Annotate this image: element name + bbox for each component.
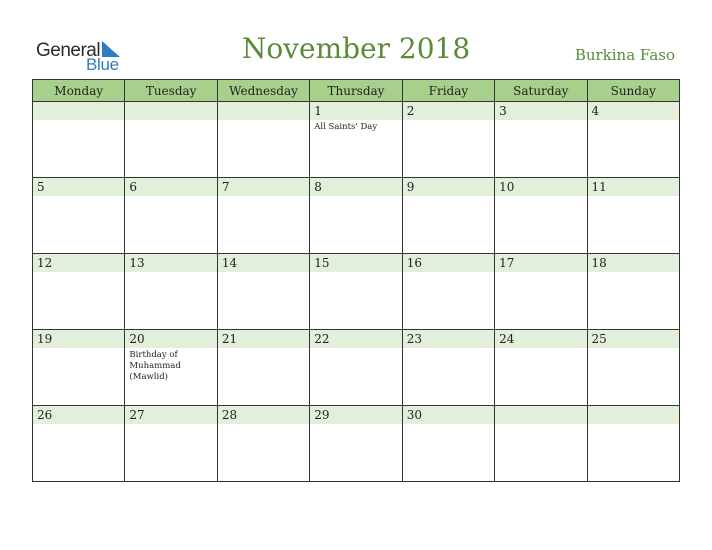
day-number: 22 xyxy=(314,332,330,346)
day-number: 3 xyxy=(499,104,507,118)
page-title: November 2018 xyxy=(241,32,471,65)
weekday-header: Saturday xyxy=(495,80,587,102)
day-cell xyxy=(125,178,217,254)
day-number: 9 xyxy=(406,180,415,194)
day-cell xyxy=(217,178,309,254)
day-cell xyxy=(33,178,125,254)
day-number: 28 xyxy=(221,408,238,422)
day-cell xyxy=(587,254,679,330)
day-number: 19 xyxy=(37,332,53,346)
week-row xyxy=(33,330,680,406)
day-cell xyxy=(310,102,402,178)
day-cell xyxy=(587,406,679,482)
day-cell xyxy=(495,102,587,178)
day-number: 7 xyxy=(221,180,230,194)
day-number-band xyxy=(33,102,124,120)
day-number-band xyxy=(588,102,679,120)
logo-text-general: General xyxy=(36,40,101,61)
day-number: 13 xyxy=(129,256,145,270)
day-number-band xyxy=(495,102,586,120)
day-number-band xyxy=(125,178,216,196)
month-calendar xyxy=(32,79,680,482)
day-number: 26 xyxy=(37,408,53,422)
day-number-band xyxy=(218,102,309,120)
day-number: 29 xyxy=(314,408,330,422)
day-cell xyxy=(33,254,125,330)
day-number: 30 xyxy=(406,408,422,422)
day-number: 17 xyxy=(499,256,515,270)
day-cell xyxy=(310,406,402,482)
day-number-band xyxy=(403,178,494,196)
day-number-band xyxy=(310,102,401,120)
week-row xyxy=(33,406,680,482)
weekday-header: Wednesday xyxy=(217,80,309,102)
holiday-event: All Saints' Day xyxy=(314,122,378,132)
week-row xyxy=(33,102,680,178)
day-number: 10 xyxy=(499,180,515,194)
day-number: 5 xyxy=(37,180,45,194)
day-cell xyxy=(495,406,587,482)
day-cell xyxy=(33,102,125,178)
weekday-header: Thursday xyxy=(310,80,402,102)
day-number: 18 xyxy=(591,256,607,270)
weekday-header: Monday xyxy=(33,80,125,102)
day-number-band xyxy=(33,178,124,196)
day-number: 2 xyxy=(406,104,415,118)
day-number-band xyxy=(310,178,401,196)
weekday-header-row xyxy=(33,80,680,102)
weekday-header: Friday xyxy=(402,80,494,102)
holiday-event: Birthday of Muhammad (Mawlid) xyxy=(129,350,181,382)
day-number: 12 xyxy=(37,256,53,270)
day-cell xyxy=(587,102,679,178)
day-cell xyxy=(33,406,125,482)
day-number-band xyxy=(588,406,679,424)
day-number: 23 xyxy=(406,332,422,346)
day-cell xyxy=(402,406,494,482)
day-number: 15 xyxy=(314,256,330,270)
day-cell xyxy=(217,254,309,330)
day-cell xyxy=(125,102,217,178)
day-cell xyxy=(495,178,587,254)
day-cell xyxy=(217,330,309,406)
day-number: 27 xyxy=(129,408,145,422)
week-row xyxy=(33,254,680,330)
day-cell xyxy=(587,178,679,254)
day-number-band xyxy=(403,102,494,120)
day-cell xyxy=(125,406,217,482)
weekday-header: Tuesday xyxy=(125,80,217,102)
day-cell xyxy=(125,254,217,330)
day-number: 11 xyxy=(591,180,607,194)
day-cell xyxy=(587,330,679,406)
day-cell xyxy=(495,330,587,406)
day-number-band xyxy=(495,406,586,424)
day-cell xyxy=(402,178,494,254)
day-cell xyxy=(402,330,494,406)
weekday-header: Sunday xyxy=(587,80,679,102)
logo-text-blue: Blue xyxy=(86,55,119,74)
day-number: 4 xyxy=(591,104,600,118)
day-cell xyxy=(33,330,125,406)
day-number: 24 xyxy=(499,332,515,346)
day-cell xyxy=(310,178,402,254)
day-number: 6 xyxy=(129,180,138,194)
day-cell xyxy=(217,102,309,178)
day-number: 25 xyxy=(591,332,607,346)
day-number: 20 xyxy=(129,332,145,346)
day-cell xyxy=(402,102,494,178)
day-number: 21 xyxy=(221,332,238,346)
day-number: 8 xyxy=(314,180,322,194)
day-number: 16 xyxy=(406,256,422,270)
week-row xyxy=(33,178,680,254)
day-number-band xyxy=(125,102,216,120)
day-cell xyxy=(402,254,494,330)
day-cell xyxy=(310,254,402,330)
day-cell xyxy=(310,330,402,406)
day-cell xyxy=(495,254,587,330)
country-label: Burkina Faso xyxy=(574,46,675,64)
day-number: 1 xyxy=(314,104,322,118)
day-number: 14 xyxy=(221,256,238,270)
day-number-band xyxy=(218,178,309,196)
day-cell xyxy=(125,330,217,406)
day-cell xyxy=(217,406,309,482)
